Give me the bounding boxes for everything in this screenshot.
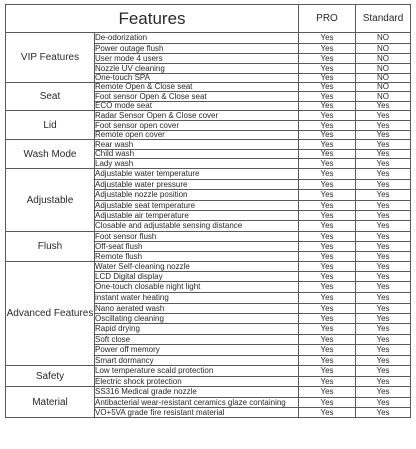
standard-value-cell: Yes bbox=[356, 221, 411, 232]
feature-cell: Water Self-cleaning nozzle bbox=[95, 262, 299, 272]
pro-value-cell: Yes bbox=[299, 83, 356, 92]
feature-cell: Foot sensor Open & Close seat bbox=[95, 92, 299, 102]
standard-value-cell: Yes bbox=[356, 201, 411, 211]
pro-value-cell: Yes bbox=[299, 377, 356, 387]
table-row bbox=[6, 169, 411, 180]
standard-value-cell: Yes bbox=[356, 232, 411, 242]
feature-cell: Rapid drying bbox=[95, 324, 299, 335]
feature-cell: De-odorization bbox=[95, 33, 299, 44]
standard-value-cell: Yes bbox=[356, 180, 411, 190]
category-cell: Advanced Features bbox=[6, 262, 95, 366]
feature-cell: Soft close bbox=[95, 335, 299, 345]
pro-value-cell: Yes bbox=[299, 293, 356, 304]
category-cell: VIP Features bbox=[6, 33, 95, 83]
standard-value-cell: Yes bbox=[356, 282, 411, 293]
category-cell: Seat bbox=[6, 83, 95, 111]
pro-value-cell: Yes bbox=[299, 345, 356, 356]
standard-value-cell: Yes bbox=[356, 102, 411, 111]
standard-value-cell: NO bbox=[356, 54, 411, 64]
pro-value-cell: Yes bbox=[299, 150, 356, 159]
pro-value-cell: Yes bbox=[299, 242, 356, 252]
pro-value-cell: Yes bbox=[299, 211, 356, 221]
table-row bbox=[6, 366, 411, 377]
standard-value-cell: NO bbox=[356, 64, 411, 74]
standard-value-cell: NO bbox=[356, 44, 411, 54]
table-row bbox=[6, 232, 411, 242]
feature-cell: Adjustable nozzle position bbox=[95, 190, 299, 201]
feature-cell: One-touch closable night light bbox=[95, 282, 299, 293]
feature-cell: Adjustable air temperature bbox=[95, 211, 299, 221]
feature-cell: Child wash bbox=[95, 150, 299, 159]
pro-value-cell: Yes bbox=[299, 398, 356, 408]
standard-value-cell: NO bbox=[356, 33, 411, 44]
category-cell: Wash Mode bbox=[6, 140, 95, 169]
standard-value-cell: Yes bbox=[356, 252, 411, 262]
standard-value-cell: Yes bbox=[356, 377, 411, 387]
pro-value-cell: Yes bbox=[299, 111, 356, 121]
table-row bbox=[6, 111, 411, 121]
feature-cell: Closable and adjustable sensing distance bbox=[95, 221, 299, 232]
standard-value-cell: Yes bbox=[356, 131, 411, 140]
standard-value-cell: Yes bbox=[356, 190, 411, 201]
pro-value-cell: Yes bbox=[299, 74, 356, 83]
feature-cell: Remote open cover bbox=[95, 131, 299, 140]
standard-value-cell: Yes bbox=[356, 345, 411, 356]
feature-cell: Nano aerated wash bbox=[95, 304, 299, 314]
feature-cell: Rear wash bbox=[95, 140, 299, 150]
pro-value-cell: Yes bbox=[299, 304, 356, 314]
feature-cell: Foot sensor open cover bbox=[95, 121, 299, 131]
pro-value-cell: Yes bbox=[299, 356, 356, 366]
pro-value-cell: Yes bbox=[299, 282, 356, 293]
features-comparison-table-container bbox=[5, 4, 411, 418]
standard-value-cell: Yes bbox=[356, 121, 411, 131]
pro-value-cell: Yes bbox=[299, 262, 356, 272]
feature-cell: Power off memory bbox=[95, 345, 299, 356]
pro-value-cell: Yes bbox=[299, 54, 356, 64]
header-row bbox=[6, 5, 411, 33]
table-row bbox=[6, 262, 411, 272]
standard-header: Standard bbox=[356, 5, 411, 33]
pro-value-cell: Yes bbox=[299, 102, 356, 111]
standard-value-cell: NO bbox=[356, 83, 411, 92]
standard-value-cell: Yes bbox=[356, 169, 411, 180]
pro-value-cell: Yes bbox=[299, 180, 356, 190]
feature-cell: Nozzle UV cleaning bbox=[95, 64, 299, 74]
category-cell: Safety bbox=[6, 366, 95, 387]
pro-value-cell: Yes bbox=[299, 221, 356, 232]
standard-value-cell: Yes bbox=[356, 398, 411, 408]
feature-cell: ECO mode seat bbox=[95, 102, 299, 111]
category-cell: Adjustable bbox=[6, 169, 95, 232]
standard-value-cell: Yes bbox=[356, 314, 411, 324]
standard-value-cell: NO bbox=[356, 92, 411, 102]
table-body bbox=[6, 33, 411, 418]
pro-value-cell: Yes bbox=[299, 232, 356, 242]
feature-cell: Power outage flush bbox=[95, 44, 299, 54]
pro-value-cell: Yes bbox=[299, 44, 356, 54]
feature-cell: Radar Sensor Open & Close cover bbox=[95, 111, 299, 121]
standard-value-cell: Yes bbox=[356, 140, 411, 150]
pro-value-cell: Yes bbox=[299, 366, 356, 377]
pro-value-cell: Yes bbox=[299, 408, 356, 418]
feature-cell: Remote flush bbox=[95, 252, 299, 262]
feature-cell: Lady wash bbox=[95, 159, 299, 169]
pro-value-cell: Yes bbox=[299, 252, 356, 262]
pro-value-cell: Yes bbox=[299, 324, 356, 335]
feature-cell: Smart dormancy bbox=[95, 356, 299, 366]
feature-cell: VO+5VA grade fire resistant material bbox=[95, 408, 299, 418]
pro-value-cell: Yes bbox=[299, 272, 356, 282]
standard-value-cell: NO bbox=[356, 74, 411, 83]
feature-cell: Off-seat flush bbox=[95, 242, 299, 252]
pro-value-cell: Yes bbox=[299, 92, 356, 102]
pro-value-cell: Yes bbox=[299, 387, 356, 398]
feature-cell: instant water heating bbox=[95, 293, 299, 304]
standard-value-cell: Yes bbox=[356, 335, 411, 345]
pro-value-cell: Yes bbox=[299, 314, 356, 324]
table-row bbox=[6, 33, 411, 44]
feature-cell: Remote Open & Close seat bbox=[95, 83, 299, 92]
category-cell: Material bbox=[6, 387, 95, 418]
feature-cell: User mode 4 users bbox=[95, 54, 299, 64]
standard-value-cell: Yes bbox=[356, 356, 411, 366]
feature-cell: Adjustable seat temperature bbox=[95, 201, 299, 211]
feature-cell: Adjustable water pressure bbox=[95, 180, 299, 190]
standard-value-cell: Yes bbox=[356, 111, 411, 121]
category-cell: Lid bbox=[6, 111, 95, 140]
pro-value-cell: Yes bbox=[299, 159, 356, 169]
table-row bbox=[6, 387, 411, 398]
feature-cell: SS316 Medical grade nozzle bbox=[95, 387, 299, 398]
pro-value-cell: Yes bbox=[299, 121, 356, 131]
pro-value-cell: Yes bbox=[299, 335, 356, 345]
pro-value-cell: Yes bbox=[299, 140, 356, 150]
pro-value-cell: Yes bbox=[299, 131, 356, 140]
standard-value-cell: Yes bbox=[356, 262, 411, 272]
pro-value-cell: Yes bbox=[299, 169, 356, 180]
standard-value-cell: Yes bbox=[356, 387, 411, 398]
standard-value-cell: Yes bbox=[356, 242, 411, 252]
feature-cell: Oscillating cleaning bbox=[95, 314, 299, 324]
feature-cell: One-touch SPA bbox=[95, 74, 299, 83]
category-cell: Flush bbox=[6, 232, 95, 262]
standard-value-cell: Yes bbox=[356, 211, 411, 221]
standard-value-cell: Yes bbox=[356, 304, 411, 314]
pro-value-cell: Yes bbox=[299, 33, 356, 44]
feature-cell: Foot sensor flush bbox=[95, 232, 299, 242]
features-comparison-table bbox=[5, 4, 411, 418]
standard-value-cell: Yes bbox=[356, 408, 411, 418]
features-header: Features bbox=[6, 5, 299, 33]
pro-header: PRO bbox=[299, 5, 356, 33]
standard-value-cell: Yes bbox=[356, 272, 411, 282]
standard-value-cell: Yes bbox=[356, 293, 411, 304]
feature-cell: LCD Digital display bbox=[95, 272, 299, 282]
pro-value-cell: Yes bbox=[299, 64, 356, 74]
feature-cell: Adjustable water temperature bbox=[95, 169, 299, 180]
standard-value-cell: Yes bbox=[356, 324, 411, 335]
table-row bbox=[6, 83, 411, 92]
pro-value-cell: Yes bbox=[299, 190, 356, 201]
table-row bbox=[6, 140, 411, 150]
feature-cell: Low temperature scald protection bbox=[95, 366, 299, 377]
standard-value-cell: Yes bbox=[356, 366, 411, 377]
feature-cell: Electric shock protection bbox=[95, 377, 299, 387]
feature-cell: Antibacterial wear-resistant ceramics glaze containing bbox=[95, 398, 299, 408]
standard-value-cell: Yes bbox=[356, 159, 411, 169]
standard-value-cell: Yes bbox=[356, 150, 411, 159]
pro-value-cell: Yes bbox=[299, 201, 356, 211]
